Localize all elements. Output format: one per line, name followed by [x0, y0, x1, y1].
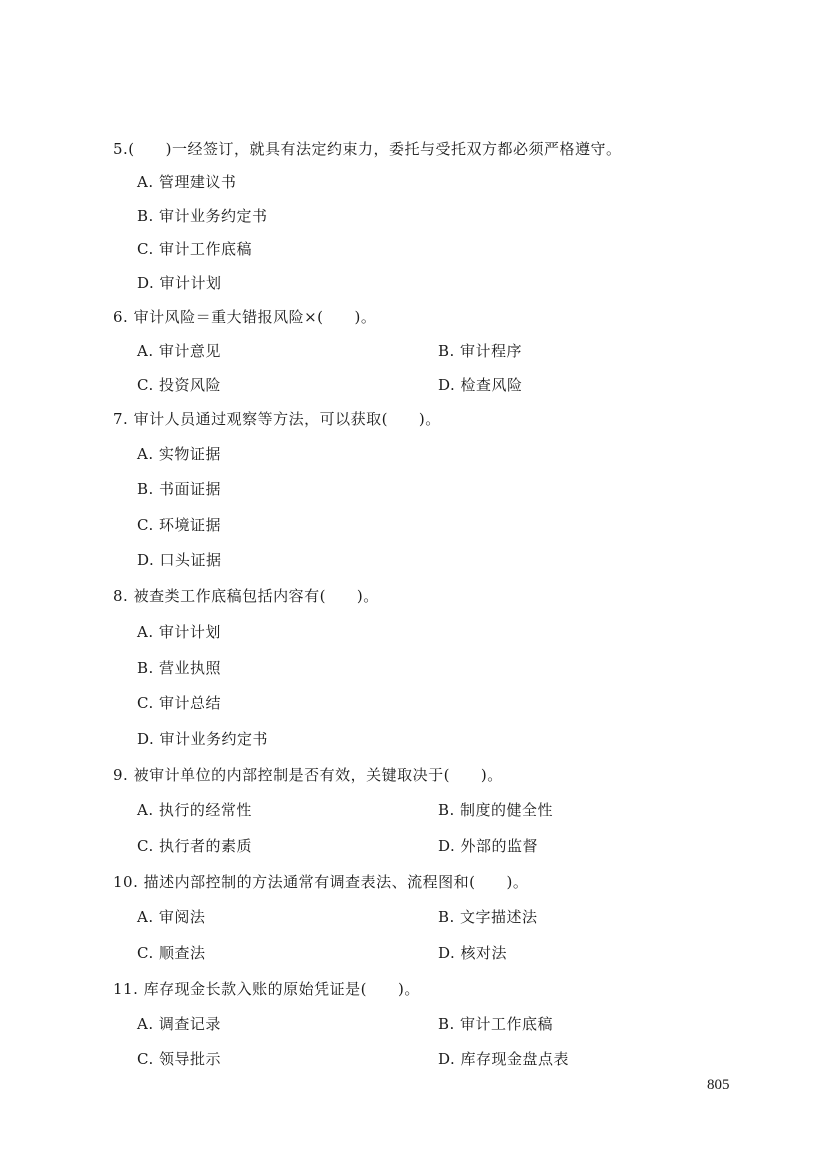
question-5-option-d: D. 审计计划 [137, 274, 222, 292]
question-11-stem: 11. 库存现金长款入账的原始凭证是( )。 [113, 980, 420, 998]
question-5-option-c: C. 审计工作底稿 [137, 240, 252, 258]
question-7-option-c: C. 环境证据 [137, 516, 221, 534]
question-11-option-a: A. 调查记录 [137, 1015, 221, 1033]
question-6-stem: 6. 审计风险＝重大错报风险×( )。 [113, 308, 377, 326]
question-8-option-a: A. 审计计划 [137, 623, 221, 641]
question-8-stem: 8. 被查类工作底稿包括内容有( )。 [113, 587, 379, 605]
question-9-stem: 9. 被审计单位的内部控制是否有效，关键取决于( )。 [113, 766, 503, 784]
question-6-option-d: D. 检查风险 [438, 376, 523, 394]
question-10-option-d: D. 核对法 [438, 944, 508, 962]
question-9-option-d: D. 外部的监督 [438, 837, 539, 855]
question-9-option-a: A. 执行的经常性 [137, 801, 252, 819]
page-number: 805 [707, 1077, 730, 1093]
question-6-option-b: B. 审计程序 [438, 342, 523, 360]
question-8-option-c: C. 审计总结 [137, 694, 221, 712]
question-11-option-d: D. 库存现金盘点表 [438, 1050, 570, 1068]
question-10-option-c: C. 顺查法 [137, 944, 206, 962]
question-5-option-a: A. 管理建议书 [137, 173, 237, 191]
question-7-option-d: D. 口头证据 [137, 551, 222, 569]
question-8-option-b: B. 营业执照 [137, 659, 222, 677]
question-7-option-a: A. 实物证据 [137, 445, 221, 463]
question-11-option-b: B. 审计工作底稿 [438, 1015, 554, 1033]
question-6-option-c: C. 投资风险 [137, 376, 221, 394]
question-5-option-b: B. 审计业务约定书 [137, 207, 268, 225]
question-7-option-b: B. 书面证据 [137, 480, 222, 498]
question-9-option-b: B. 制度的健全性 [438, 801, 554, 819]
question-8-option-d: D. 审计业务约定书 [137, 730, 269, 748]
question-10-option-b: B. 文字描述法 [438, 908, 538, 926]
question-5-stem: 5.( )一经签订，就具有法定约束力，委托与受托双方都必须严格遵守。 [113, 140, 622, 158]
question-6-option-a: A. 审计意见 [137, 342, 221, 360]
question-9-option-c: C. 执行者的素质 [137, 837, 252, 855]
question-7-stem: 7. 审计人员通过观察等方法，可以获取( )。 [113, 410, 441, 428]
question-10-stem: 10. 描述内部控制的方法通常有调查表法、流程图和( )。 [113, 873, 529, 891]
question-11-option-c: C. 领导批示 [137, 1050, 221, 1068]
question-10-option-a: A. 审阅法 [137, 908, 206, 926]
